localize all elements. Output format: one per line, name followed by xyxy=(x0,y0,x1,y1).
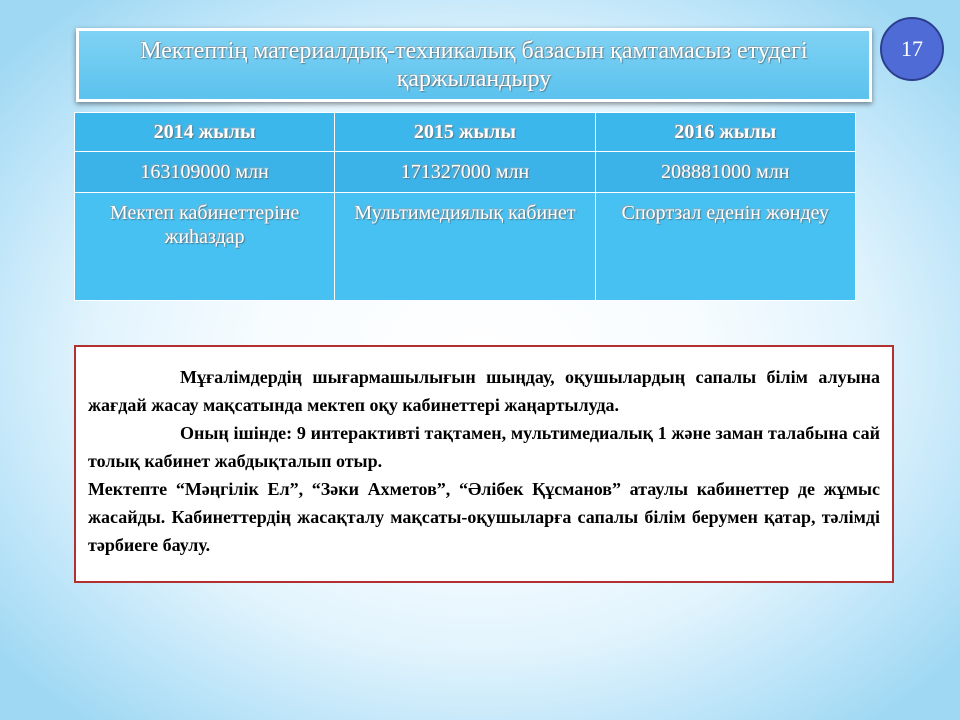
header-2014: 2014 жылы xyxy=(75,113,335,152)
slide-number-badge: 17 xyxy=(880,17,944,81)
items-row xyxy=(75,193,856,301)
description-box xyxy=(74,345,894,583)
table-header-row xyxy=(75,113,856,152)
paragraph-teachers: Мұғалімдердің шығармашылығын шыңдау, оқушылардың сапалы білім алуына жағдай жасау мақсатында мектеп оқу кабинеттері жаңартылуда. xyxy=(88,367,880,415)
paragraph-named-cabinets: Мектепте “Мәңгілік Ел”, “Зәки Ахметов”, “Әлібек Құсманов” атаулы кабинеттер де жұмыс жасайды. Кабинеттердің жасақталу мақсаты-оқушыларға сапалы білім берумен қатар, тәлімді тәрбиеге баулу. xyxy=(88,479,880,555)
amount-2014: 163109000 млн xyxy=(75,152,335,193)
amounts-row xyxy=(75,152,856,193)
paragraph-equipment: Оның ішінде: 9 интерактивті тақтамен, мультимедиалық 1 және заман талабына сай толық кабинет жабдықталып отыр. xyxy=(88,423,880,471)
amount-2016: 208881000 млн xyxy=(595,152,855,193)
item-2015: Мультимедиялық кабинет xyxy=(335,193,595,301)
slide-title: Мектептің материалдық-техникалық базасын қамтамасыз етудегі қаржыландыру xyxy=(140,38,808,92)
amount-2015: 171327000 млн xyxy=(335,152,595,193)
item-2014: Мектеп кабинеттеріне жиһаздар xyxy=(75,193,335,301)
header-2015: 2015 жылы xyxy=(335,113,595,152)
slide-title-box xyxy=(76,28,872,102)
item-2016: Спортзал еденін жөндеу xyxy=(595,193,855,301)
funding-table xyxy=(74,112,856,301)
header-2016: 2016 жылы xyxy=(595,113,855,152)
